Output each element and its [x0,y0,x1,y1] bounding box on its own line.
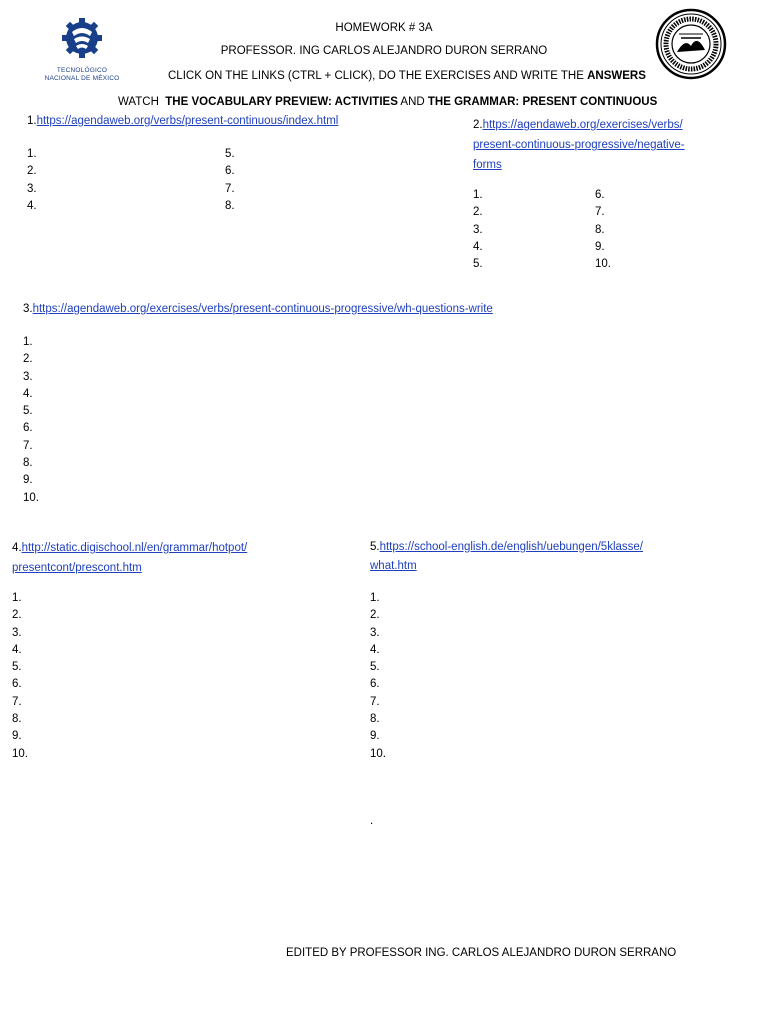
list-item: 1. [27,148,37,160]
list-item: 5. [370,661,380,674]
list-item: 10. [12,747,28,760]
instruction-answers: ANSWERS [587,70,646,82]
exercise-2-answers-col1 [473,187,483,273]
list-item: 8. [225,199,235,212]
list-item: 1. [12,592,22,604]
exercise-4-link-line2[interactable]: presentcont/prescont.htm [12,562,142,574]
stray-dot: . [370,815,374,827]
list-item: 1. [23,336,33,348]
exercise-1-answers-col1 [27,146,37,215]
list-item: 6. [595,189,605,201]
exercise-3-answers [23,334,39,507]
list-item: 7. [12,695,22,708]
list-item: 10. [595,258,611,271]
list-item: 8. [12,713,22,726]
list-item: 3. [23,370,33,383]
list-item: 6. [23,422,33,435]
list-item: 9. [370,730,380,743]
list-item: 8. [370,713,380,726]
list-item: 7. [23,439,33,452]
exercise-3-number: 3. [23,303,33,315]
tecnm-logo-line2: NACIONAL DE MÉXICO [44,75,120,82]
list-item: 2. [370,609,380,622]
exercise-3-heading [23,303,493,315]
list-item: 4. [27,199,37,212]
list-item: 4. [23,387,33,400]
footer-credit: EDITED BY PROFESSOR ING. CARLOS ALEJANDRO DURON SERRANO [286,947,677,959]
list-item: 4. [473,240,483,253]
exercise-2-link-line3[interactable]: forms [473,159,502,171]
instruction-line [168,70,646,82]
list-item: 4. [12,643,22,656]
exercise-4-heading [12,538,247,578]
exercise-2-link-line2[interactable]: present-continuous-progressive/negative- [473,139,685,151]
exercise-1-number: 1. [27,115,37,127]
list-item: 3. [27,182,37,195]
list-item: 4. [370,643,380,656]
list-item: 7. [595,206,605,219]
exercise-2-number: 2. [473,119,483,131]
exercise-1-answers-col2 [225,146,235,215]
professor-line: PROFESSOR. ING CARLOS ALEJANDRO DURON SERRANO [220,45,548,57]
exercise-2-link-line1[interactable]: https://agendaweb.org/exercises/verbs/ [482,119,683,131]
watch-line [118,96,657,108]
exercise-5-link-line2[interactable]: what.htm [370,560,417,572]
list-item: 2. [27,165,37,178]
list-item: 2. [473,206,483,219]
list-item: 2. [23,353,33,366]
exercise-3-link[interactable]: https://agendaweb.org/exercises/verbs/present-continuous-progressive/wh-questions-write [32,303,493,315]
list-item: 10. [23,491,39,504]
list-item: 6. [12,678,22,691]
seal-icon [655,8,727,80]
tecnm-logo-line1: TECNOLÓGICO [56,67,108,74]
exercise-4-number: 4. [12,542,22,554]
list-item: 9. [12,730,22,743]
watch-and: AND [400,96,425,108]
exercise-5-answers [370,590,386,763]
instruction-text: CLICK ON THE LINKS (CTRL + CLICK), DO THE EXERCISES AND WRITE THE [168,70,584,82]
watch-vocabulary: THE VOCABULARY PREVIEW: ACTIVITIES [165,96,398,108]
list-item: 5. [225,148,235,160]
watch-prefix: WATCH [118,96,159,108]
list-item: 9. [23,474,33,487]
exercise-4-answers [12,590,28,763]
list-item: 5. [473,258,483,271]
exercise-2-answers-col2 [595,187,611,273]
list-item: 5. [12,661,22,674]
exercise-2-heading [473,115,685,175]
institution-seal [655,8,727,80]
exercise-4-link-line1[interactable]: http://static.digischool.nl/en/grammar/hotpot/ [21,542,248,554]
exercise-5-link-line1[interactable]: https://school-english.de/english/uebungen/5klasse/ [379,541,643,553]
list-item: 7. [225,182,235,195]
list-item: 3. [370,626,380,639]
list-item: 10. [370,747,386,760]
list-item: 9. [595,240,605,253]
list-item: 3. [473,223,483,236]
list-item: 8. [595,223,605,236]
list-item: 6. [370,678,380,691]
homework-title: HOMEWORK # 3A [335,22,433,34]
list-item: 7. [370,695,380,708]
exercise-5-heading [370,538,643,576]
exercise-5-number: 5. [370,541,380,553]
list-item: 5. [23,405,33,418]
exercise-1-heading [27,115,338,127]
list-item: 1. [473,189,483,201]
exercise-1-link[interactable]: https://agendaweb.org/verbs/present-continuous/index.html [36,115,339,127]
list-item: 2. [12,609,22,622]
list-item: 3. [12,626,22,639]
list-item: 8. [23,457,33,470]
list-item: 6. [225,165,235,178]
list-item: 1. [370,592,380,604]
watch-grammar: THE GRAMMAR: PRESENT CONTINUOUS [427,96,658,108]
